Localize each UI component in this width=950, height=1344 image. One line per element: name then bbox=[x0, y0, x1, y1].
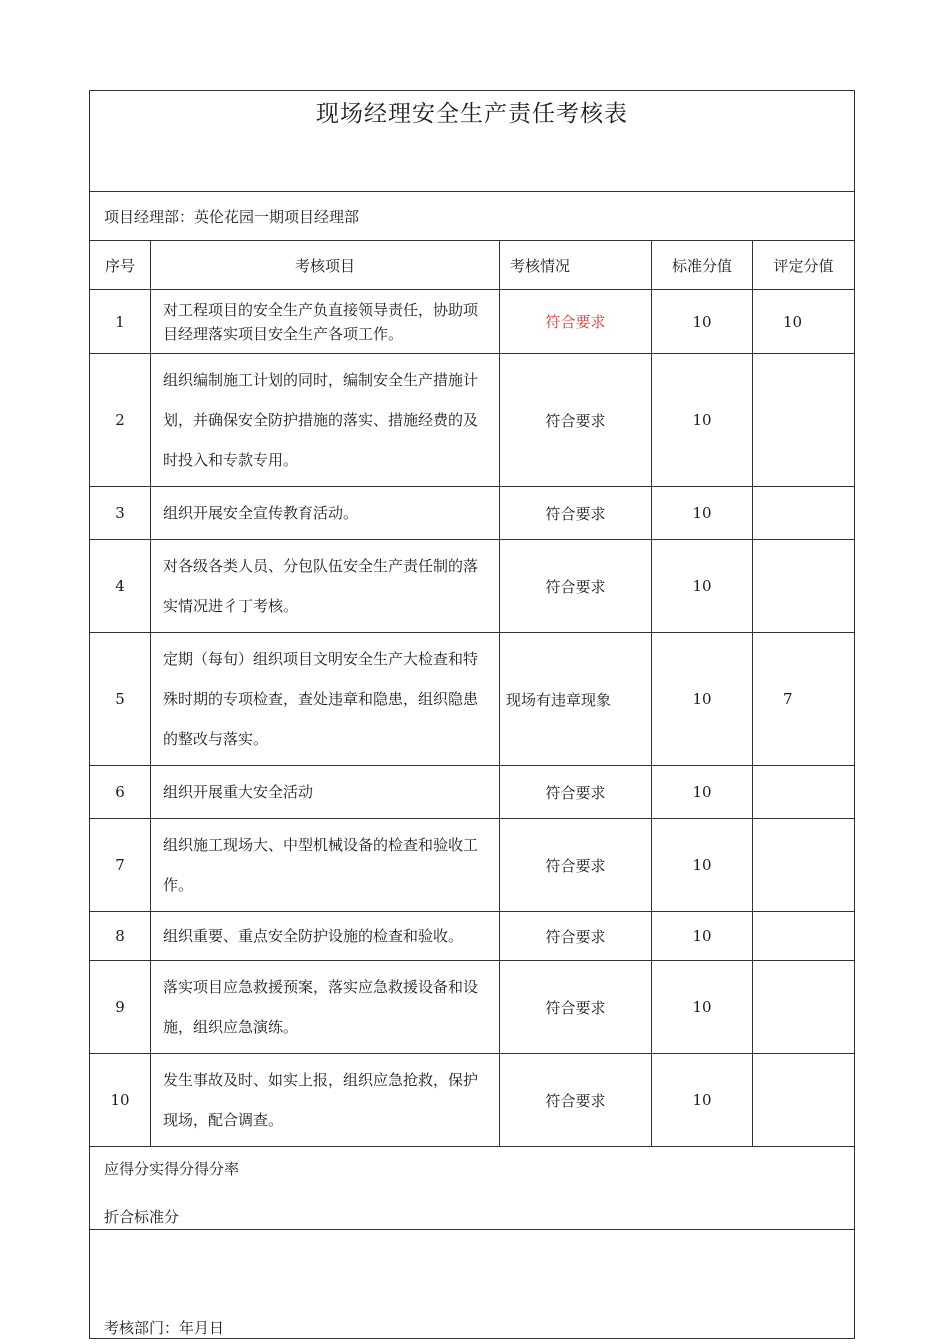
table-row bbox=[90, 540, 855, 633]
header-no: 序号 bbox=[90, 241, 151, 290]
table-row bbox=[90, 354, 855, 487]
row-status: 符合要求 bbox=[500, 487, 652, 540]
row-no: 7 bbox=[90, 819, 151, 912]
row-score bbox=[753, 354, 855, 487]
page-title: 现场经理安全生产责任考核表 bbox=[316, 101, 629, 127]
row-item: 组织开展安全宣传教育活动。 bbox=[151, 487, 500, 540]
table-row bbox=[90, 290, 855, 354]
row-no: 2 bbox=[90, 354, 151, 487]
table-row bbox=[90, 1054, 855, 1147]
row-score bbox=[753, 766, 855, 819]
assessment-table bbox=[89, 90, 855, 1339]
row-standard: 10 bbox=[652, 766, 753, 819]
row-item: 组织开展重大安全活动 bbox=[151, 766, 500, 819]
footer-cell bbox=[90, 1230, 855, 1339]
row-no: 3 bbox=[90, 487, 151, 540]
row-no: 9 bbox=[90, 961, 151, 1054]
row-standard: 10 bbox=[652, 487, 753, 540]
row-standard: 10 bbox=[652, 961, 753, 1054]
row-item: 定期（每旬）组织项目文明安全生产大检查和特殊时期的专项检查，查处违章和隐患，组织隐患的整改与落实。 bbox=[151, 633, 500, 766]
header-status: 考核情况 bbox=[500, 241, 652, 290]
row-score bbox=[753, 961, 855, 1054]
table-row bbox=[90, 633, 855, 766]
row-item: 组织施工现场大、中型机械设备的检查和验收工作。 bbox=[151, 819, 500, 912]
row-status: 符合要求 bbox=[500, 819, 652, 912]
row-standard: 10 bbox=[652, 912, 753, 961]
row-item: 对工程项目的安全生产负直接领导责任，协助项目经理落实项目安全生产各项工作。 bbox=[151, 290, 500, 354]
row-score: 10 bbox=[753, 290, 855, 354]
row-status: 符合要求 bbox=[500, 290, 652, 354]
header-score: 评定分值 bbox=[753, 241, 855, 290]
summary-line-1: 应得分实得分得分率 bbox=[104, 1160, 240, 1178]
row-score bbox=[753, 540, 855, 633]
row-no: 5 bbox=[90, 633, 151, 766]
row-item: 落实项目应急救援预案，落实应急救援设备和设施，组织应急演练。 bbox=[151, 961, 500, 1054]
row-no: 4 bbox=[90, 540, 151, 633]
row-item: 发生事故及时、如实上报，组织应急抢救，保护现场，配合调查。 bbox=[151, 1054, 500, 1147]
assessment-form bbox=[89, 90, 854, 1339]
row-standard: 10 bbox=[652, 1054, 753, 1147]
row-score: 7 bbox=[753, 633, 855, 766]
row-item: 组织重要、重点安全防护设施的检查和验收。 bbox=[151, 912, 500, 961]
row-score bbox=[753, 819, 855, 912]
row-status: 符合要求 bbox=[500, 1054, 652, 1147]
row-status: 现场有违章现象 bbox=[500, 633, 652, 766]
table-header-row bbox=[90, 241, 855, 290]
table-row bbox=[90, 766, 855, 819]
row-status: 符合要求 bbox=[500, 766, 652, 819]
footer-label: 考核部门：年月日 bbox=[104, 1319, 225, 1337]
row-no: 8 bbox=[90, 912, 151, 961]
summary-cell bbox=[90, 1147, 855, 1230]
table-row bbox=[90, 487, 855, 540]
row-item: 对各级各类人员、分包队伍安全生产责任制的落实情况进彳丁考核。 bbox=[151, 540, 500, 633]
row-no: 6 bbox=[90, 766, 151, 819]
row-standard: 10 bbox=[652, 354, 753, 487]
row-standard: 10 bbox=[652, 540, 753, 633]
row-item: 组织编制施工计划的同时，编制安全生产措施计划，并确保安全防护措施的落实、措施经费的及时投入和专款专用。 bbox=[151, 354, 500, 487]
row-score bbox=[753, 1054, 855, 1147]
row-status: 符合要求 bbox=[500, 912, 652, 961]
row-status: 符合要求 bbox=[500, 540, 652, 633]
header-item: 考核项目 bbox=[151, 241, 500, 290]
table-row bbox=[90, 912, 855, 961]
department-label: 项目经理部：英伦花园一期项目经理部 bbox=[90, 192, 855, 241]
row-standard: 10 bbox=[652, 290, 753, 354]
table-row bbox=[90, 961, 855, 1054]
row-status: 符合要求 bbox=[500, 961, 652, 1054]
title-cell bbox=[90, 91, 855, 192]
summary-line-2: 折合标准分 bbox=[104, 1208, 180, 1226]
header-standard: 标准分值 bbox=[652, 241, 753, 290]
row-score bbox=[753, 487, 855, 540]
row-standard: 10 bbox=[652, 819, 753, 912]
row-status: 符合要求 bbox=[500, 354, 652, 487]
row-score bbox=[753, 912, 855, 961]
table-row bbox=[90, 819, 855, 912]
row-no: 1 bbox=[90, 290, 151, 354]
row-no: 10 bbox=[90, 1054, 151, 1147]
row-standard: 10 bbox=[652, 633, 753, 766]
